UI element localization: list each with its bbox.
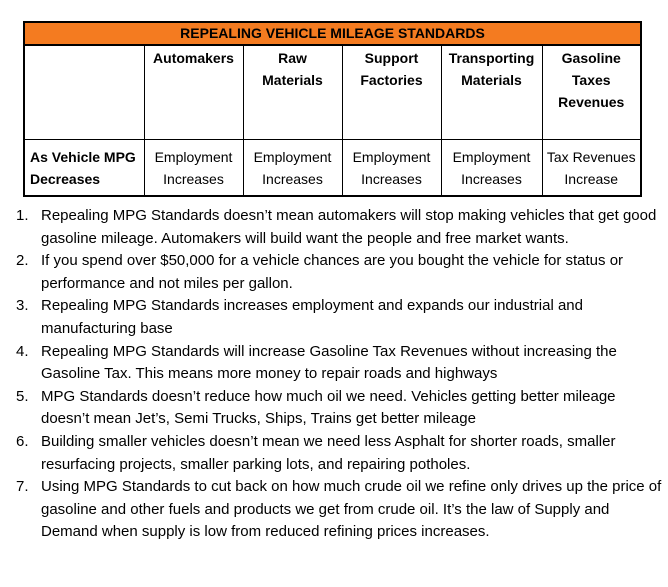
list-item bbox=[16, 341, 662, 386]
cell-text: Employment bbox=[253, 148, 332, 165]
row-label-text: As Vehicle MPG bbox=[30, 148, 136, 165]
cell-text: Tax Revenues bbox=[546, 148, 636, 165]
table-title: REPEALING VEHICLE MILEAGE STANDARDS bbox=[24, 22, 641, 45]
list-item bbox=[16, 250, 662, 295]
list-number: 6. bbox=[16, 432, 29, 450]
list-text: Repealing MPG Standards doesn’t mean automakers will stop making vehicles that get good gasoline mileage. Automakers will build want the people and free market wants. bbox=[41, 207, 657, 247]
header-support-factories bbox=[342, 45, 441, 140]
list-item bbox=[16, 386, 662, 431]
cell-text: Employment bbox=[154, 148, 233, 165]
row-label-text: Decreases bbox=[30, 170, 101, 187]
table-cell-gasoline-taxes bbox=[542, 140, 641, 197]
mileage-standards-table bbox=[23, 21, 642, 197]
cell-text: Increase bbox=[564, 170, 619, 187]
table-cell-transporting-materials bbox=[441, 140, 542, 197]
list-number: 3. bbox=[16, 297, 29, 315]
list-text: MPG Standards doesn’t reduce how much oil we need. Vehicles getting better mileage doesn’t mean Jet’s, Semi Trucks, Ships, Trains get better mileage bbox=[41, 387, 616, 428]
list-number: 7. bbox=[16, 478, 29, 496]
header-text: Support bbox=[364, 50, 419, 66]
mileage-standards-table-container bbox=[23, 21, 640, 197]
header-gasoline-taxes-revenues bbox=[542, 45, 641, 140]
cell-text: Increases bbox=[361, 170, 422, 187]
list-text: Repealing MPG Standards increases employment and expands our industrial and manufacturing base bbox=[41, 297, 583, 337]
cell-text: Increases bbox=[461, 170, 522, 187]
list-text: Using MPG Standards to cut back on how much crude oil we refine only drives up the price of gasoline and other fuels and products we get from crude oil. It’s the law of Supply and Demand when supply is low from reduced refining prices increases. bbox=[41, 478, 662, 541]
list-number: 1. bbox=[16, 207, 29, 224]
header-text: Materials bbox=[461, 72, 522, 88]
header-text: Taxes bbox=[571, 72, 611, 88]
list-item bbox=[16, 295, 662, 340]
cell-text: Employment bbox=[452, 148, 531, 165]
list-text: If you spend over $50,000 for a vehicle chances are you bought the vehicle for status or performance and not miles per gallon. bbox=[41, 252, 624, 292]
cell-text: Increases bbox=[262, 170, 323, 187]
list-text: Repealing MPG Standards will increase Gasoline Tax Revenues without increasing the Gasoline Tax. This means more money to repair roads and highways bbox=[41, 342, 617, 383]
header-raw-materials bbox=[243, 45, 342, 140]
list-number: 4. bbox=[16, 342, 29, 360]
table-cell-automakers bbox=[144, 140, 243, 197]
header-text: Gasoline bbox=[561, 50, 621, 66]
list-number: 5. bbox=[16, 387, 29, 405]
header-automakers bbox=[144, 45, 243, 140]
list-text: Building smaller vehicles doesn’t mean we need less Asphalt for shorter roads, smaller resurfacing projects, smaller parking lots, and repairing potholes. bbox=[41, 432, 616, 473]
header-text: Materials bbox=[262, 72, 323, 88]
cell-text: Increases bbox=[163, 170, 224, 187]
header-text: Factories bbox=[360, 72, 423, 88]
header-text: Raw bbox=[278, 50, 307, 66]
header-text: Revenues bbox=[558, 94, 625, 110]
header-text: Transporting bbox=[448, 50, 535, 66]
table-cell-support-factories bbox=[342, 140, 441, 197]
arguments-list bbox=[16, 205, 662, 544]
list-item bbox=[16, 476, 662, 544]
list-item bbox=[16, 431, 662, 476]
header-empty-cell bbox=[24, 45, 144, 140]
cell-text: Employment bbox=[352, 148, 431, 165]
table-cell-raw-materials bbox=[243, 140, 342, 197]
list-number: 2. bbox=[16, 252, 29, 270]
header-text: Automakers bbox=[153, 50, 234, 66]
row-label bbox=[24, 140, 144, 197]
list-item bbox=[16, 205, 662, 250]
header-transporting-materials bbox=[441, 45, 542, 140]
